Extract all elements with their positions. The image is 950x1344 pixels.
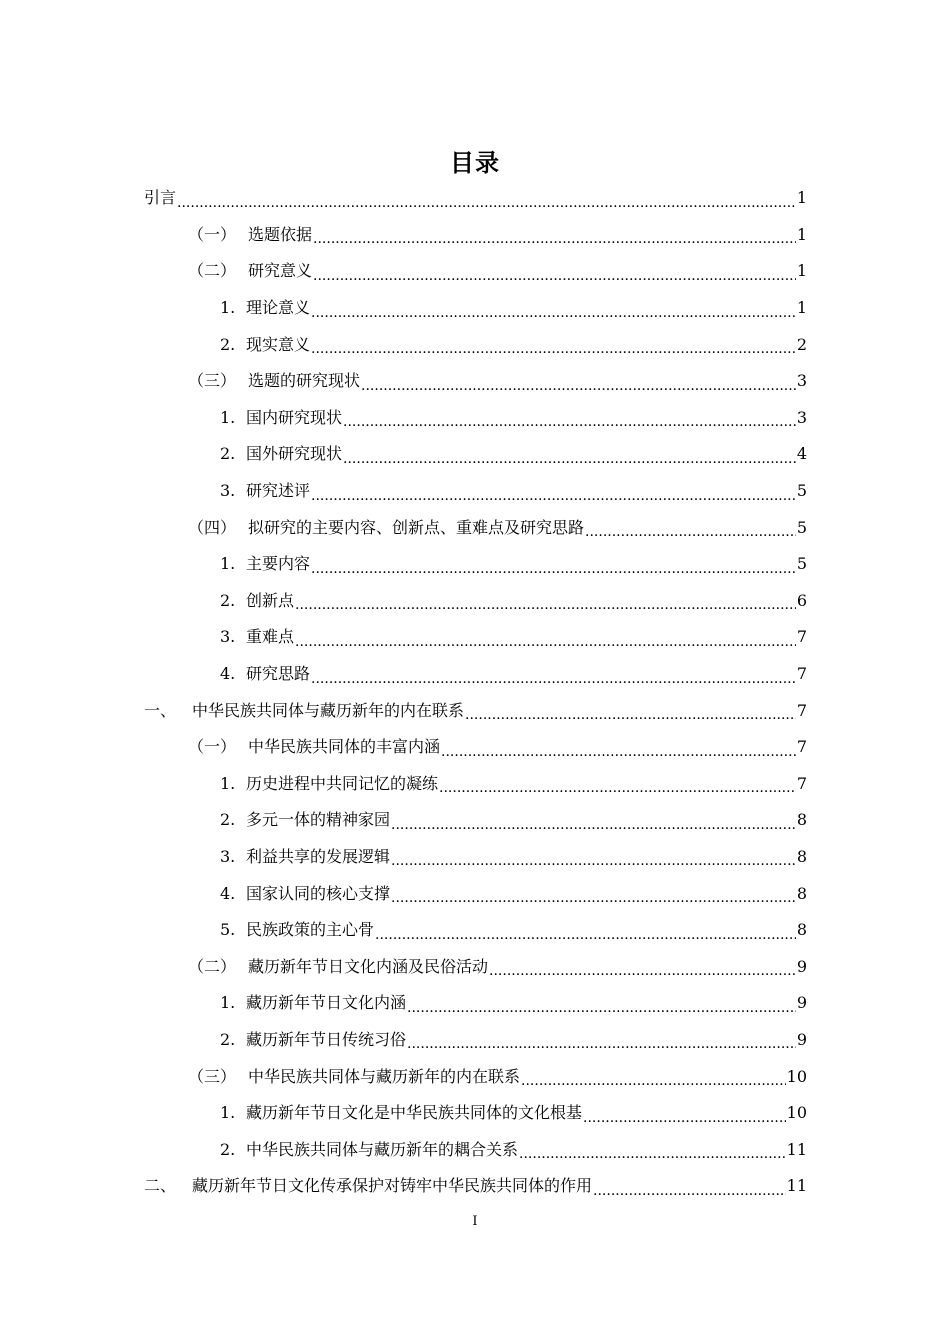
dot-leader xyxy=(391,814,796,835)
toc-entry-page-number: 3 xyxy=(796,407,807,427)
toc-entry[interactable] xyxy=(0,912,807,949)
toc-entry-title: 引言 xyxy=(144,188,177,208)
toc-entry[interactable] xyxy=(0,253,807,290)
toc-entry-number: 1. xyxy=(220,1103,236,1123)
toc-entry-page-number: 3 xyxy=(796,371,807,391)
toc-entry-title: 藏历新年节日文化内涵及民俗活动 xyxy=(248,956,489,976)
toc-entry-title: 多元一体的精神家园 xyxy=(246,810,391,830)
toc-entry[interactable] xyxy=(0,839,807,876)
toc-entry-number: 1. xyxy=(220,993,236,1013)
dot-leader xyxy=(343,411,796,432)
toc-entry-number: 1. xyxy=(220,407,236,427)
toc-entry-page-number: 1 xyxy=(796,261,807,281)
toc-entry[interactable] xyxy=(0,1095,807,1132)
dot-leader xyxy=(519,1143,786,1164)
toc-entry[interactable] xyxy=(0,473,807,510)
toc-entry[interactable] xyxy=(0,729,807,766)
toc-entry-page-number: 10 xyxy=(786,1103,807,1123)
toc-entry-title: 藏历新年节日文化是中华民族共同体的文化根基 xyxy=(246,1103,583,1123)
toc-entry-number: 3. xyxy=(220,481,236,501)
toc-entry[interactable] xyxy=(0,509,807,546)
dot-leader xyxy=(313,265,796,286)
toc-entry-page-number: 8 xyxy=(796,846,807,866)
toc-entry-number: 2. xyxy=(220,444,236,464)
toc-entry[interactable] xyxy=(0,217,807,254)
dot-leader xyxy=(295,594,796,615)
dot-leader xyxy=(311,338,796,359)
toc-entry[interactable] xyxy=(0,363,807,400)
toc-entry-title: 研究思路 xyxy=(246,664,311,684)
toc-entry-page-number: 1 xyxy=(796,188,807,208)
toc-entry-title: 藏历新年节日传统习俗 xyxy=(246,1029,407,1049)
toc-entry-title: 重难点 xyxy=(246,627,295,647)
toc-entry-page-number: 11 xyxy=(786,1139,807,1159)
toc-entry-page-number: 6 xyxy=(796,590,807,610)
toc-entry-number: （二） xyxy=(188,956,237,976)
dot-leader xyxy=(407,997,796,1018)
toc-entry[interactable] xyxy=(0,180,807,217)
toc-entry-page-number: 7 xyxy=(796,773,807,793)
page-title: 目录 xyxy=(450,149,500,177)
dot-leader xyxy=(311,558,796,579)
dot-leader xyxy=(311,668,796,689)
toc-entry-number: 3. xyxy=(220,627,236,647)
toc-entry-number: 1. xyxy=(220,298,236,318)
toc-entry-page-number: 5 xyxy=(796,517,807,537)
toc-entry-title: 选题的研究现状 xyxy=(248,371,361,391)
table-of-contents xyxy=(0,180,950,1205)
toc-entry-number: 1. xyxy=(220,554,236,574)
toc-entry-number: 二、 xyxy=(144,1176,177,1196)
toc-entry-title: 理论意义 xyxy=(246,298,311,318)
page-number-footer: I xyxy=(472,1214,478,1229)
toc-entry-page-number: 8 xyxy=(796,810,807,830)
dot-leader xyxy=(313,228,796,249)
toc-entry[interactable] xyxy=(0,948,807,985)
toc-entry-number: 4. xyxy=(220,883,236,903)
dot-leader xyxy=(441,741,796,762)
toc-entry[interactable] xyxy=(0,1168,807,1205)
toc-entry[interactable] xyxy=(0,619,807,656)
toc-entry[interactable] xyxy=(0,656,807,693)
toc-entry-number: （一） xyxy=(188,737,237,757)
toc-entry-number: 5. xyxy=(220,920,236,940)
toc-entry-page-number: 2 xyxy=(796,334,807,354)
toc-entry-number: （三） xyxy=(188,371,237,391)
toc-entry[interactable] xyxy=(0,436,807,473)
dot-leader xyxy=(343,448,796,469)
toc-entry-number: 1. xyxy=(220,773,236,793)
toc-entry-page-number: 1 xyxy=(796,224,807,244)
toc-entry-number: （一） xyxy=(188,224,237,244)
toc-entry-title: 拟研究的主要内容、创新点、重难点及研究思路 xyxy=(248,517,585,537)
dot-leader xyxy=(521,1070,786,1091)
toc-entry-title: 中华民族共同体与藏历新年的内在联系 xyxy=(248,1066,521,1086)
toc-entry-title: 历史进程中共同记忆的凝练 xyxy=(246,773,439,793)
toc-entry-page-number: 7 xyxy=(796,700,807,720)
toc-entry[interactable] xyxy=(0,1022,807,1059)
toc-entry-page-number: 5 xyxy=(796,554,807,574)
dot-leader xyxy=(489,960,796,981)
toc-entry-page-number: 5 xyxy=(796,481,807,501)
toc-entry-number: 2. xyxy=(220,1139,236,1159)
toc-entry-page-number: 7 xyxy=(796,664,807,684)
toc-entry-page-number: 8 xyxy=(796,920,807,940)
toc-entry-title: 利益共享的发展逻辑 xyxy=(246,846,391,866)
toc-entry[interactable] xyxy=(0,400,807,437)
toc-entry-number: （三） xyxy=(188,1066,237,1086)
toc-entry-title: 研究意义 xyxy=(248,261,313,281)
toc-entry-title: 创新点 xyxy=(246,590,295,610)
toc-entry-number: （二） xyxy=(188,261,237,281)
toc-entry-title: 国家认同的核心支撑 xyxy=(246,883,391,903)
toc-entry-title: 主要内容 xyxy=(246,554,311,574)
toc-entry[interactable] xyxy=(0,546,807,583)
toc-entry-title: 选题依据 xyxy=(248,224,313,244)
toc-entry-number: 一、 xyxy=(144,700,177,720)
dot-leader xyxy=(295,631,796,652)
dot-leader xyxy=(585,521,796,542)
toc-entry[interactable] xyxy=(0,1058,807,1095)
toc-entry-page-number: 7 xyxy=(796,737,807,757)
dot-leader xyxy=(311,485,796,506)
dot-leader xyxy=(177,192,796,213)
toc-entry-title: 研究述评 xyxy=(246,481,311,501)
dot-leader xyxy=(465,704,796,725)
dot-leader xyxy=(439,777,796,798)
toc-entry[interactable] xyxy=(0,290,807,327)
dot-leader xyxy=(583,1107,786,1128)
dot-leader xyxy=(311,302,796,323)
toc-entry-number: 3. xyxy=(220,846,236,866)
dot-leader xyxy=(361,375,796,396)
toc-entry[interactable] xyxy=(0,802,807,839)
toc-entry-title: 现实意义 xyxy=(246,334,311,354)
toc-entry-title: 藏历新年节日文化传承保护对铸牢中华民族共同体的作用 xyxy=(192,1176,593,1196)
toc-entry-number: 2. xyxy=(220,334,236,354)
toc-entry-number: （四） xyxy=(188,517,237,537)
toc-entry-page-number: 9 xyxy=(796,956,807,976)
toc-entry-title: 国内研究现状 xyxy=(246,407,343,427)
dot-leader xyxy=(391,887,796,908)
toc-entry-number: 2. xyxy=(220,590,236,610)
toc-entry-page-number: 11 xyxy=(786,1176,807,1196)
toc-entry[interactable] xyxy=(0,766,807,803)
toc-entry[interactable] xyxy=(0,583,807,620)
dot-leader xyxy=(593,1180,786,1201)
dot-leader xyxy=(407,1033,796,1054)
toc-entry-title: 藏历新年节日文化内涵 xyxy=(246,993,407,1013)
toc-entry[interactable] xyxy=(0,875,807,912)
toc-entry-title: 中华民族共同体的丰富内涵 xyxy=(248,737,441,757)
toc-entry-page-number: 7 xyxy=(796,627,807,647)
toc-entry-title: 民族政策的主心骨 xyxy=(246,920,375,940)
toc-entry[interactable] xyxy=(0,326,807,363)
toc-entry-page-number: 9 xyxy=(796,1029,807,1049)
toc-entry[interactable] xyxy=(0,1131,807,1168)
dot-leader xyxy=(391,850,796,871)
toc-entry-title: 国外研究现状 xyxy=(246,444,343,464)
toc-entry-title: 中华民族共同体与藏历新年的耦合关系 xyxy=(246,1139,519,1159)
toc-entry-page-number: 1 xyxy=(796,298,807,318)
toc-entry[interactable] xyxy=(0,985,807,1022)
toc-entry-number: 2. xyxy=(220,810,236,830)
toc-entry-page-number: 4 xyxy=(796,444,807,464)
toc-entry[interactable] xyxy=(0,692,807,729)
toc-entry-page-number: 10 xyxy=(786,1066,807,1086)
toc-entry-title: 中华民族共同体与藏历新年的内在联系 xyxy=(192,700,465,720)
toc-entry-number: 4. xyxy=(220,664,236,684)
toc-entry-page-number: 8 xyxy=(796,883,807,903)
dot-leader xyxy=(375,924,796,945)
toc-entry-page-number: 9 xyxy=(796,993,807,1013)
toc-entry-number: 2. xyxy=(220,1029,236,1049)
